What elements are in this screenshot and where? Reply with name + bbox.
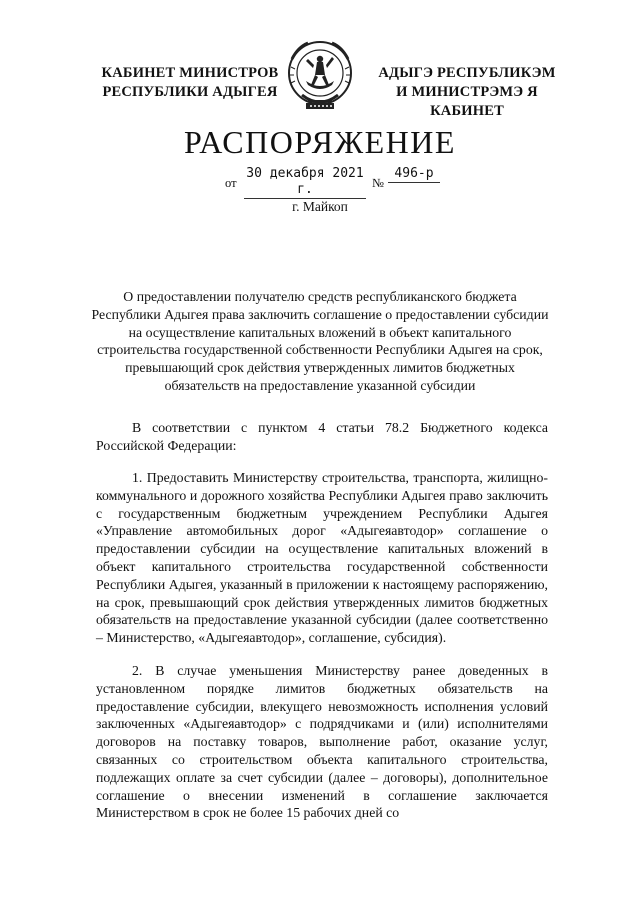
issuer-name-russian	[95, 64, 285, 102]
dateline	[0, 166, 640, 197]
number-label: №	[372, 176, 384, 190]
document-number: 496-р	[388, 166, 440, 183]
document-subject: О предоставлении получателю средств республиканского бюджета Республики Адыгея права заключить соглашение о предоставлении субсидии на осуществление капитальных вложений в объект капитального строительства государственной собственности Республики Адыгея на срок, превышающий срок действия утвержденных лимитов бюджетных обязательств на предоставление указанной субсидии	[91, 289, 549, 393]
document-title: РАСПОРЯЖЕНИЕ	[184, 124, 456, 160]
issuer-line-2: РЕСПУБЛИКИ АДЫГЕЯ	[102, 84, 278, 100]
issuer-line-1-adyghe: АДЫГЭ РЕСПУБЛИКЭМ	[378, 65, 556, 81]
issuer-line-2-adyghe: И МИНИСТРЭМЭ Я КАБИНЕТ	[396, 84, 538, 119]
issuer-line-1: КАБИНЕТ МИНИСТРОВ	[101, 65, 279, 81]
document-date: 30 декабря 2021 г.	[244, 166, 366, 199]
paragraph-item-2: 2. В случае уменьшения Министерству ранее доведенных в установленном порядке лимитов бюджетных обязательств на предоставление субсидии, влекущего невозможность исполнения условий заключенных «Адыгеяавтодор» с подрядчиками и (или) исполнителями договоров на поставку товаров, выполнение работ, оказание услуг, связанных со строительством объекта капитального строительства, подлежащих оплате за счет субсидии (далее – договоры), дополнительное соглашение о внесении изменений в соглашение заключается Министерством в срок не более 15 рабочих дней со	[96, 663, 548, 821]
coat-of-arms-icon	[284, 37, 356, 115]
preamble-paragraph: В соответствии с пунктом 4 статьи 78.2 Бюджетного кодекса Российской Федерации:	[96, 420, 548, 453]
issuer-name-adyghe	[362, 64, 572, 121]
city: г. Майкоп	[292, 199, 348, 214]
date-prefix: от	[225, 176, 237, 190]
paragraph-item-1: 1. Предоставить Министерству строительства, транспорта, жилищно-коммунального и дорожного хозяйства Республики Адыгея право заключить с государственным бюджетным учреждением Республики Адыгея «Управление автомобильных дорог «Адыгеяавтодор» соглашение о предоставлении субсидии на осуществление капитальных вложений в объект капитального строительства государственной собственности Республики Адыгея, указанный в приложении к настоящему распоряжению, на срок, превышающий срок действия утвержденных лимитов бюджетных обязательств на предоставление указанной субсидии (далее соответственно – Министерство, «Адыгеяавтодор», соглашение, субсидия).	[96, 470, 548, 646]
